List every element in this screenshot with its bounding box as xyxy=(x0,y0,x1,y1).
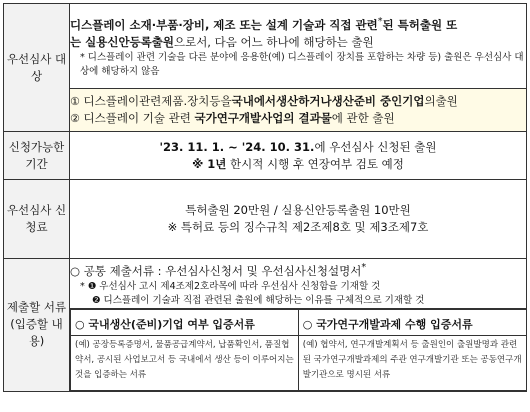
target-line2: 는 실용신안등록출원으로서, 다음 어느 하나에 해당하는 출원 xyxy=(70,34,374,49)
target-item-2: ② 디스플레이 기술 관련 국가연구개발사업의 결과물에 관한 출원 xyxy=(70,111,395,125)
fee-content xyxy=(70,180,527,259)
label-fee: 우선심사 신청료 xyxy=(4,180,70,259)
target-description xyxy=(70,4,527,89)
fee-line1: 특허출원 20만원 / 실용신안등록출원 10만원 xyxy=(185,203,411,217)
docs-proof-table xyxy=(70,309,526,391)
docs-right-body: (예) 협약서, 연구개발계획서 등 출원인이 출원발명과 관련된 국가연구개발과제의 주관 연구개발기관 또는 공동연구개발기관으로 명시된 서류 xyxy=(302,339,522,380)
fee-line2: ※ 특허료 등의 징수규칙 제2조제8호 및 제3조제7호 xyxy=(167,220,429,234)
label-period: 신청가능한 기간 xyxy=(4,132,70,180)
period-content xyxy=(70,132,527,180)
period-line1: '23. 11. 1. ~ '24. 10. 31.에 우선심사 신청된 출원 xyxy=(159,139,437,154)
row-fee xyxy=(4,180,527,259)
label-docs: 제출할 서류 (입증할 내용) xyxy=(4,259,70,392)
docs-right-title: ○ 국가연구개발과제 수행 입증서류 xyxy=(299,315,526,336)
docs-left-title: ○ 국내생산(준비)기업 여부 입증서류 xyxy=(71,315,298,336)
target-items xyxy=(70,89,527,132)
label-target: 우선심사 대상 xyxy=(4,4,70,132)
docs-left-body: (예) 공장등록증명서, 물품공급계약서, 납품확인서, 품질협약서, 공시된 사업보고서 등 국내에서 생산 등이 이루어지는 것을 입증하는 서류 xyxy=(75,339,294,380)
docs-proof-right xyxy=(298,309,526,390)
period-line2: ※ 1년 한시적 시행 후 연장여부 검토 예정 xyxy=(192,156,404,171)
row-docs-proof xyxy=(4,308,527,391)
priority-exam-table xyxy=(3,3,527,392)
docs-common-note-2: ❷ 디스플레이 기술과 직접 관련된 출원에 해당하는 이유를 구체적으로 기재할 것 xyxy=(92,294,425,306)
docs-common xyxy=(70,259,527,309)
docs-proof xyxy=(70,308,527,391)
row-target xyxy=(4,4,527,89)
target-line1: 디스플레이 소재·부품·장비, 제조 또는 설계 기술과 직접 관련*된 특허출원 또 xyxy=(70,16,458,32)
target-item-1: ① 디스플레이관련제품.장치등을국내에서생산하거나생산준비 중인기업의출원 xyxy=(70,94,458,108)
row-period xyxy=(4,132,527,180)
docs-common-title: ○ 공통 제출서류 : 우선심사신청서 및 우선심사신청설명서* xyxy=(70,262,367,278)
docs-proof-left xyxy=(71,309,299,390)
row-docs-common xyxy=(4,259,527,309)
target-note: * 디스플레이 관련 기술을 다른 분야에 응용한(예) 디스플레이 장치를 포함하는 차량 등) 출원은 우선심사 대상에 해당하지 않음 xyxy=(80,51,524,77)
row-target-items xyxy=(4,89,527,132)
docs-common-note-1: * ❶ 우선심사 고시 제4조제2호라목에 따라 우선심사 신청함을 기재할 것 xyxy=(80,280,381,292)
